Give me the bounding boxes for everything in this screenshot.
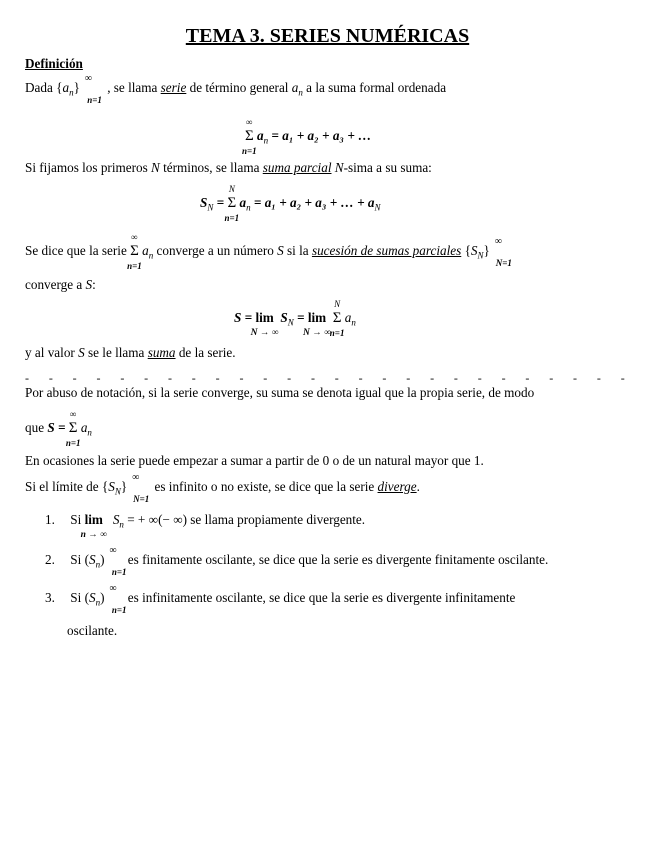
term-suma: suma xyxy=(147,345,176,360)
term-suma-parcial: suma parcial xyxy=(262,160,332,175)
list-item: 2. Si $(S_n)$ ∞ n=1 es finitamente oscilante, se dice que la serie es divergente finitamente oscilante. xyxy=(45,545,549,577)
list-item: 3. Si $(S_n)$ ∞ n=1 es infinitamente oscilante, se dice que la serie es divergente infinitamente xyxy=(45,583,516,615)
page-title: TEMA 3. SERIES NUMÉRICAS xyxy=(185,25,470,47)
definition-line-4: converge a S: xyxy=(25,277,96,292)
definition-line-3: Se dice que la serie Σ ∞ n=1 $a_n$ converge a un número S si la sucesión de sumas parciales $\{S_N\}$ ∞ N=1 xyxy=(25,232,512,271)
term-sucesion-sumas-parciales: sucesión de sumas parciales xyxy=(311,243,462,258)
list-item-continuation: oscilante. xyxy=(67,623,118,638)
note-que-formula: que S = Σ ∞ n=1 $a_n$ xyxy=(25,409,92,448)
definition-line-1: Dada $\{a_n\}$ ∞ n=1 , se llama serie de término general $a_n$ a la suma formal ordenada xyxy=(25,73,447,105)
definition-line-5: y al valor S se le llama suma de la serie. xyxy=(25,345,236,360)
term-serie: serie xyxy=(160,80,187,95)
dashed-divider: - - - - - - - - - - - - - - - - - - - - - - - - - - xyxy=(25,371,625,385)
formula-sum-limit: S = lim N → ∞ $S_N = \lim$ N → ∞ Σ N n=1 $a_n$ xyxy=(234,299,356,338)
list-item: 1. Si lim n → ∞ $S_n$ = + ∞(− ∞) se llama propiamente divergente. xyxy=(45,512,366,540)
section-heading: Definición xyxy=(25,56,83,71)
term-diverge: diverge xyxy=(377,479,417,494)
formula-partial-sum: $S_N = \Sigma$ N n=1 $a_n = a_1 + a_2 + a_3$ + … + $a_N$ xyxy=(200,184,381,223)
note-limite: Si el límite de $\{S_N\}$ ∞ N=1 es infinito o no existe, se dice que la serie diverge. xyxy=(25,472,420,504)
sequence-set-an: $\{a_n\}$ ∞ n=1 xyxy=(56,73,102,105)
definition-line-2: Si fijamos los primeros N términos, se llama suma parcial N-sima a su suma: xyxy=(25,160,432,175)
note-ocasiones: En ocasiones la serie puede empezar a sumar a partir de 0 o de un natural mayor que 1. xyxy=(25,453,484,468)
note-abuso-notacion: Por abuso de notación, si la serie converge, su suma se denota igual que la propia serie, de modo xyxy=(25,385,535,400)
formula-series-expansion: Σ ∞ n=1 $a_n = a_1 + a_2 + a_3$ + … xyxy=(242,117,372,156)
